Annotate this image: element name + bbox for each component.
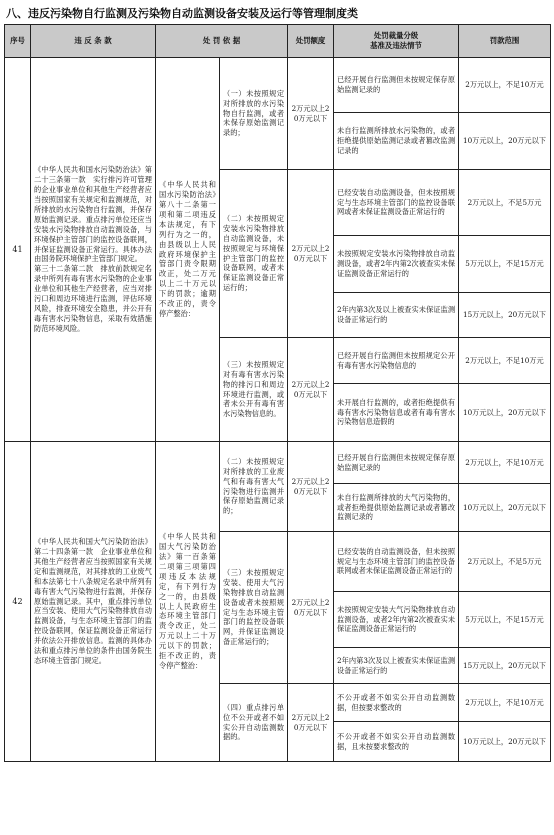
- fine-range: 10万元以上，20万元以下: [459, 384, 551, 442]
- fine-range: 2万元以上，不足10万元: [459, 684, 551, 722]
- circumstance: 未开展自行监测的，或者拒绝提供有毒有害水污染物信息或者有毒有害水污染物信息造假的: [334, 384, 459, 442]
- fine-range: 10万元以上，20万元以下: [459, 113, 551, 170]
- header-amount: 处罚额度: [288, 25, 334, 58]
- circumstance: 未按照规定安装大气污染物排放自动监测设备，或者2年内第2次被查实未保证监测设备正常运行的: [334, 592, 459, 648]
- fine-range: 5万元以上，不足15万元: [459, 592, 551, 648]
- penalty-amount: 2万元以上20万元以下: [288, 338, 334, 442]
- circumstance: 已经开展自行监测但未按规定保存原始监测记录的: [334, 442, 459, 484]
- table-row: [5, 58, 551, 113]
- violation-clause: 《中华人民共和国大气污染防治法》第二十四条第一款 企业事业单位和其他生产经营者应当按照国家有关规定和监测规范，对其排放的工业废气和本法第七十八条规定名录中所列有毒有害大气污染物进行监测，并保存原始监测记录。其中，重点排污单位应当安装、使用大气污染物排放自动监测设备，与生态环境主管部门的监控设备联网，保证监测设备正常运行并依法公开排放信息。监测的具体办法和重点排污单位的条件由国务院生态环境主管部门规定。: [31, 442, 156, 762]
- section-title: 八、违反污染物自行监测及污染物自动监测设备安装及运行等管理制度类: [6, 7, 358, 20]
- sub-clause: （二）未按照规定对所排放的工业废气和有毒有害大气污染物进行监测并保存原始监测记录的；: [220, 442, 288, 532]
- penalty-amount: 2万元以上20万元以下: [288, 58, 334, 170]
- fine-range: 2万元以上，不足10万元: [459, 58, 551, 113]
- circumstance: 未自行监测所排放的大气污染物的，或者拒绝提供原始监测记录或者篡改监测记录的: [334, 484, 459, 532]
- fine-range: 2万元以上，不足5万元: [459, 532, 551, 592]
- fine-range: 15万元以上，20万元以下: [459, 648, 551, 684]
- violation-clause: 《中华人民共和国水污染防治法》第二十三条第一款 实行排污许可管理的企业事业单位和其他生产经营者应当按照国家有关规定和监测规范，对所排放的水污染物自行监测，并保存原始监测记录。重点排污单位还应当安装水污染物排放自动监测设备，与环境保护主管部门的监控设备联网，并保证监测设备正常运行。具体办法由国务院环境保护主管部门规定。 第三十二条第二款 排放前款规定名录中所列有毒有害水污染物的企业事业单位和其他生产经营者，应当对排污口和周边环境进行监测，评估环境风险，排查环境安全隐患，并公开有毒有害水污染物信息，采取有效措施防范环境风险。: [31, 58, 156, 442]
- circumstance: 已经开展自行监测但未按规定保存原始监测记录的: [334, 58, 459, 113]
- penalty-amount: 2万元以上20万元以下: [288, 684, 334, 762]
- fine-range: 2万元以上，不足10万元: [459, 442, 551, 484]
- penalty-basis: 《中华人民共和国大气污染防治法》第一百条第二项第三项第四项违反本法规定，有下列行为之一的，由县级以上人民政府生态环境主管部门责令改正，处二万元以上二十万元以下的罚款；拒不改正的，责令停产整治：: [156, 442, 220, 762]
- row-number: 41: [5, 58, 31, 442]
- header-no: 序号: [5, 25, 31, 58]
- penalty-table: [4, 24, 551, 762]
- row-number: 42: [5, 442, 31, 762]
- sub-clause: （三）未按照规定安装、使用大气污染物排放自动监测设备或者未按照规定与生态环境主管部门的监控设备联网，并保证监测设备正常运行的；: [220, 532, 288, 684]
- penalty-amount: 2万元以上20万元以下: [288, 170, 334, 338]
- fine-range: 5万元以上，不足15万元: [459, 236, 551, 293]
- sub-clause: （三）未按照规定对有毒有害水污染物的排污口和周边环境进行监测，或者未公开有毒有害水污染物信息的。: [220, 338, 288, 442]
- penalty-amount: 2万元以上20万元以下: [288, 442, 334, 532]
- circumstance: 不公开或者不如实公开自动监测数据，且未按要求整改的: [334, 722, 459, 762]
- fine-range: 10万元以上，20万元以下: [459, 484, 551, 532]
- penalty-basis: 《中华人民共和国水污染防治法》第八十二条第一项和第二项违反本法规定，有下列行为之一的，由县级以上人民政府环境保护主管部门责令限期改正，处二万元以上二十万元以下的罚款；逾期不改正的，责令停产整治：: [156, 58, 220, 442]
- penalty-amount: 2万元以上20万元以下: [288, 532, 334, 684]
- sub-clause: （二）未按照规定安装水污染物排放自动监测设备，未按照规定与环境保护主管部门的监控设备联网，或者未保证监测设备正常运行的；: [220, 170, 288, 338]
- header-basis: 处 罚 依 据: [156, 25, 288, 58]
- sub-clause: （四）重点排污单位不公开或者不如实公开自动监测数据的。: [220, 684, 288, 762]
- fine-range: 15万元以上，20万元以下: [459, 293, 551, 338]
- circumstance: 未按照规定安装水污染物排放自动监测设备，或者2年内第2次被查实未保证监测设备正常运行的: [334, 236, 459, 293]
- circumstance: 已经开展自行监测但未按照规定公开有毒有害水污染物信息的: [334, 338, 459, 384]
- header-row: [5, 25, 551, 58]
- sub-clause: （一）未按照规定对所排放的水污染物自行监测，或者未保存原始监测记录的；: [220, 58, 288, 170]
- header-violation: 违 反 条 款: [31, 25, 156, 58]
- circumstance: 已经安装自动监测设备，但未按照规定与生态环境主管部门的监控设备联网或者未保证监测设备正常运行的: [334, 170, 459, 236]
- fine-range: 10万元以上，20万元以下: [459, 722, 551, 762]
- circumstance: 已经安装的自动监测设备，但未按照规定与生态环境主管部门的监控设备联网或者未保证监测设备正常运行的: [334, 532, 459, 592]
- circumstance: 2年内第3次及以上被查实未保证监测设备正常运行的: [334, 293, 459, 338]
- header-grading: 处罚裁量分级 基准及违法情节: [334, 25, 459, 58]
- fine-range: 2万元以上，不足10万元: [459, 338, 551, 384]
- fine-range: 2万元以上，不足5万元: [459, 170, 551, 236]
- circumstance: 2年内第3次及以上被查实未保证监测设备正常运行的: [334, 648, 459, 684]
- circumstance: 不公开或者不如实公开自动监测数据，但按要求整改的: [334, 684, 459, 722]
- table-row: [5, 442, 551, 484]
- circumstance: 未自行监测所排放水污染物的，或者拒绝提供原始监测记录或者篡改监测记录的: [334, 113, 459, 170]
- header-range: 罚款范围: [459, 25, 551, 58]
